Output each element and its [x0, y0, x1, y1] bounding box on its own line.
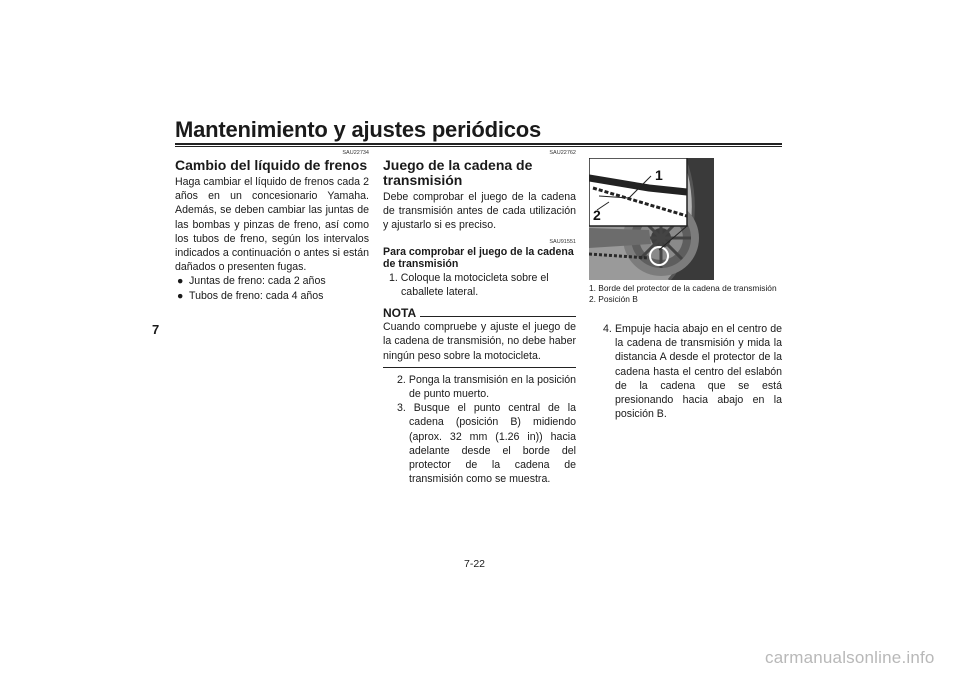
bullet-text: Juntas de freno: cada 2 años	[189, 275, 326, 288]
title-rule	[175, 143, 782, 145]
column-chain-slack	[383, 150, 576, 486]
section-code: SAU22762	[549, 150, 576, 156]
caption-item: 1. Borde del protector de la cadena de transmisión	[589, 283, 777, 293]
note-end-rule	[383, 367, 576, 368]
section-body: Haga cambiar el líquido de frenos cada 2 años en un concesionario Yamaha. Además, se deben cambiar las juntas de las bombas y pinzas de freno, así como los tubos de freno, según los intervalos indicados a continuación o antes si están dañados o presenten fugas.	[175, 176, 369, 274]
chain-photo	[589, 158, 714, 280]
bullet-icon: ●	[177, 289, 184, 302]
column-brake-fluid	[175, 150, 369, 303]
title-rule-thin	[175, 146, 782, 147]
step-3: 3. Busque el punto central de la cadena (posición B) midiendo (aprox. 32 mm (1.26 in)) hacia adelante desde el borde del protector de la cadena de transmisión como se muestra.	[397, 402, 576, 486]
section-heading: Juego de la cadena de transmisión	[383, 157, 533, 188]
section-intro: Debe comprobar el juego de la cadena de transmisión antes de cada utilización y ajustarlo si es preciso.	[383, 191, 576, 232]
section-code: SAU22734	[342, 150, 369, 156]
chapter-number: 7	[152, 322, 160, 337]
step-4: 4. Empuje hacia abajo en el centro de la cadena de transmisión y mida la distancia A desde el protector de la cadena hasta el centro del eslabón de la cadena que se está presionando hacia abajo en la posición B.	[603, 323, 782, 421]
bullet-item	[175, 289, 369, 303]
caption-item: 2. Posición B	[589, 294, 638, 304]
note-text: Cuando compruebe y ajuste el juego de la cadena de transmisión, no debe haber ningún peso sobre la motocicleta.	[383, 321, 576, 362]
callout-2: 2	[593, 207, 601, 223]
note-label: NOTA	[383, 306, 417, 321]
note-header	[383, 306, 576, 320]
step-1: 1. Coloque la motocicleta sobre el caballete lateral.	[389, 271, 549, 298]
bullet-text: Tubos de freno: cada 4 años	[189, 289, 324, 302]
chain-illustration	[589, 158, 714, 280]
bullet-item	[175, 274, 369, 288]
watermark: carmanualsonline.info	[765, 648, 935, 667]
subsection-code: SAU91551	[549, 238, 576, 245]
note-rule	[420, 316, 576, 317]
page-number: 7-22	[464, 558, 486, 570]
section-heading: Cambio del líquido de frenos	[175, 157, 368, 173]
subsection-heading: Para comprobar el juego de la cadena de transmisión	[383, 245, 574, 271]
callout-1: 1	[655, 167, 663, 183]
figure-caption	[589, 283, 782, 305]
page-title: Mantenimiento y ajustes periódicos	[175, 117, 542, 142]
bullet-icon: ●	[177, 275, 184, 288]
column-step-4	[589, 322, 782, 421]
step-2: 2. Ponga la transmisión en la posición de punto muerto.	[397, 373, 576, 401]
